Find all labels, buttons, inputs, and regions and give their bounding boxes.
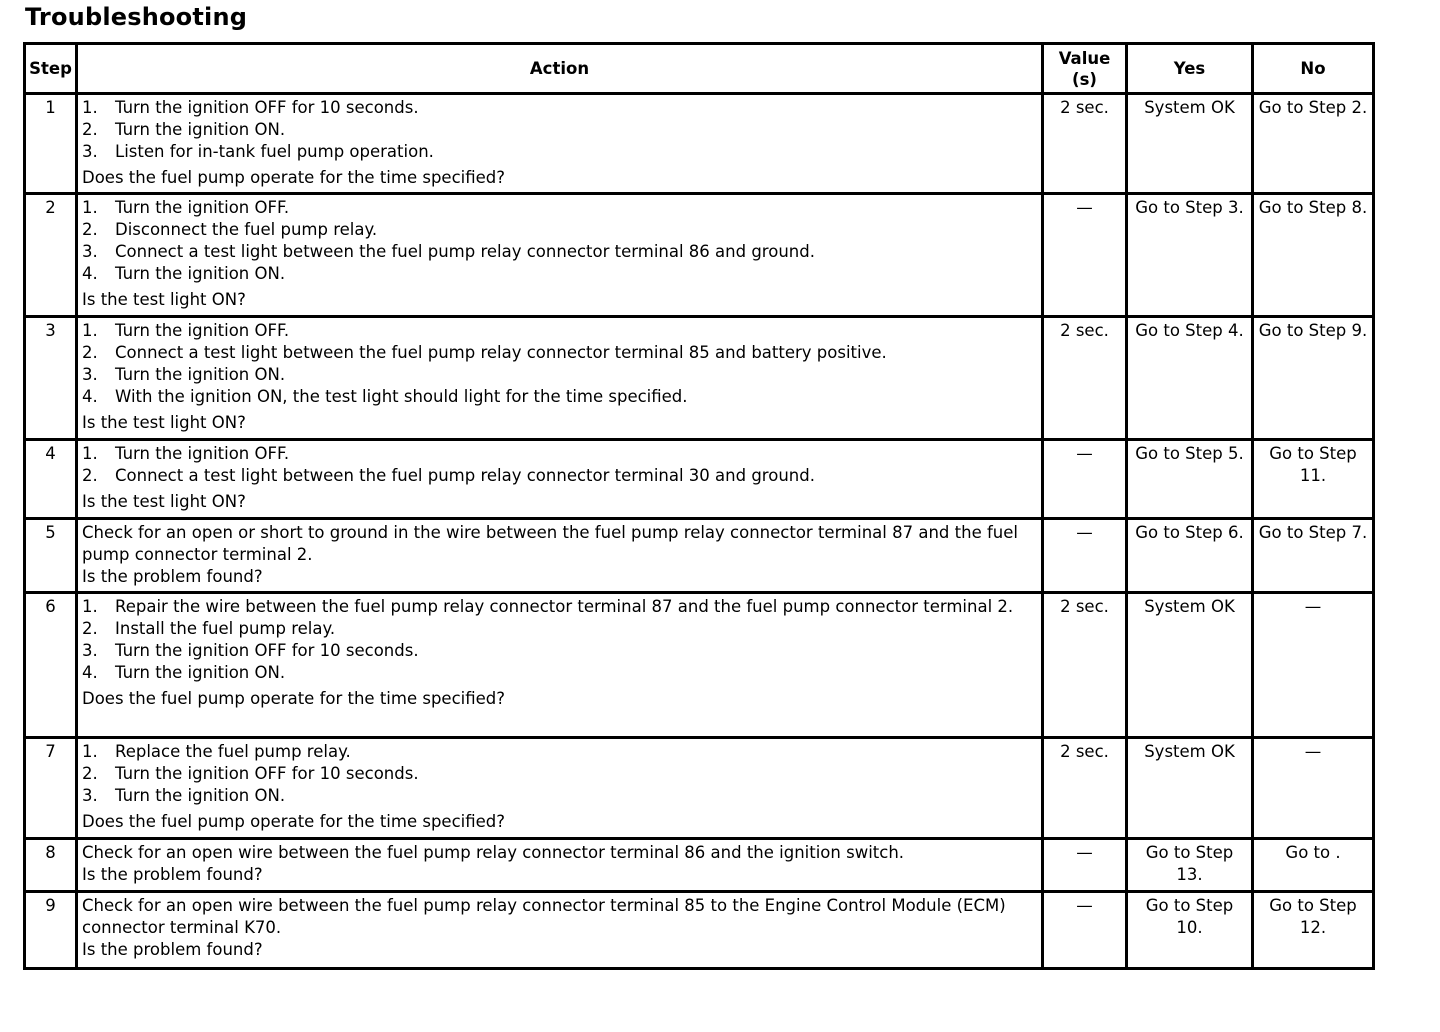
action-step-text: Turn the ignition ON.: [115, 264, 286, 283]
action-steps: [82, 596, 1037, 684]
action-step-number: 1.: [82, 98, 98, 117]
table-row: [25, 839, 1374, 892]
action-step: [82, 618, 1037, 640]
action-step: [82, 97, 1037, 119]
action-step: [82, 741, 1037, 763]
action-step-text: Listen for in-tank fuel pump operation.: [115, 142, 434, 161]
no-cell: Go to Step 2.: [1253, 94, 1374, 194]
action-question: Does the fuel pump operate for the time specified?: [82, 168, 505, 187]
step-number: 2: [25, 194, 77, 317]
action-steps: [82, 320, 1037, 408]
action-step-text: Repair the wire between the fuel pump relay connector terminal 87 and the fuel pump connector terminal 2.: [115, 597, 1014, 616]
action-step-number: 1.: [82, 321, 98, 340]
action-step: [82, 443, 1037, 465]
value-cell: 2 sec.: [1043, 738, 1127, 839]
action-step: [82, 364, 1037, 386]
step-number: 1: [25, 94, 77, 194]
action-steps: [82, 443, 1037, 487]
yes-cell: Go to Step 13.: [1127, 839, 1253, 892]
action-step-number: 2.: [82, 120, 98, 139]
action-step-text: Turn the ignition OFF.: [115, 198, 290, 217]
action-step: [82, 386, 1037, 408]
action-step-text: Turn the ignition OFF.: [115, 444, 290, 463]
no-cell: —: [1253, 593, 1374, 738]
action-step-text: With the ignition ON, the test light should light for the time specified.: [115, 387, 688, 406]
value-cell: —: [1043, 892, 1127, 969]
action-cell: [77, 194, 1043, 317]
no-cell: Go to Step 9.: [1253, 317, 1374, 440]
action-question: Is the test light ON?: [82, 290, 246, 309]
action-step-text: Turn the ignition OFF for 10 seconds.: [115, 98, 419, 117]
column-header-action: Action: [77, 44, 1043, 94]
no-cell: Go to .: [1253, 839, 1374, 892]
table-row: [25, 892, 1374, 969]
action-step-text: Replace the fuel pump relay.: [115, 742, 351, 761]
action-question: Does the fuel pump operate for the time specified?: [82, 689, 505, 708]
action-step-number: 3.: [82, 242, 98, 261]
step-number: 9: [25, 892, 77, 969]
action-steps: [82, 197, 1037, 285]
action-question: Is the problem found?: [82, 940, 263, 959]
action-step-text: Connect a test light between the fuel pump relay connector terminal 86 and ground.: [115, 242, 815, 261]
column-header-no: No: [1253, 44, 1374, 94]
action-step: [82, 640, 1037, 662]
table-row: [25, 440, 1374, 519]
action-cell: [77, 593, 1043, 738]
action-step: [82, 320, 1037, 342]
troubleshooting-table: [23, 42, 1375, 970]
column-header-value-line2: (s): [1072, 69, 1097, 89]
no-cell: Go to Step 12.: [1253, 892, 1374, 969]
step-number: 7: [25, 738, 77, 839]
yes-cell: Go to Step 3.: [1127, 194, 1253, 317]
action-step-number: 1.: [82, 597, 98, 616]
action-step-text: Connect a test light between the fuel pump relay connector terminal 85 and battery positive.: [115, 343, 887, 362]
yes-cell: System OK: [1127, 94, 1253, 194]
action-question: Is the test light ON?: [82, 492, 246, 511]
action-step: [82, 119, 1037, 141]
step-number: 3: [25, 317, 77, 440]
table-row: [25, 738, 1374, 839]
table-row: [25, 317, 1374, 440]
action-step-number: 4.: [82, 387, 98, 406]
action-step-number: 3.: [82, 641, 98, 660]
action-step-number: 3.: [82, 786, 98, 805]
action-text: Check for an open wire between the fuel pump relay connector terminal 86 and the ignition switch.: [82, 843, 905, 862]
value-cell: 2 sec.: [1043, 317, 1127, 440]
step-number: 8: [25, 839, 77, 892]
action-step: [82, 662, 1037, 684]
yes-cell: Go to Step 4.: [1127, 317, 1253, 440]
action-step: [82, 465, 1037, 487]
value-cell: 2 sec.: [1043, 593, 1127, 738]
step-number: 5: [25, 519, 77, 593]
action-text: Check for an open or short to ground in the wire between the fuel pump relay connector terminal 87 and the fuel pump connector terminal 2.: [82, 523, 1018, 564]
action-step-number: 3.: [82, 142, 98, 161]
action-step-text: Turn the ignition OFF for 10 seconds.: [115, 764, 419, 783]
no-cell: Go to Step 7.: [1253, 519, 1374, 593]
action-step-number: 3.: [82, 365, 98, 384]
column-header-value: [1043, 44, 1127, 94]
action-step-number: 2.: [82, 619, 98, 638]
action-step: [82, 141, 1037, 163]
action-step-text: Disconnect the fuel pump relay.: [115, 220, 378, 239]
yes-cell: Go to Step 5.: [1127, 440, 1253, 519]
action-step: [82, 596, 1037, 618]
action-question: Is the problem found?: [82, 865, 263, 884]
action-step-number: 2.: [82, 220, 98, 239]
action-question: Is the problem found?: [82, 567, 263, 586]
action-text: Check for an open wire between the fuel pump relay connector terminal 85 to the Engine Control Module (ECM) connector terminal K70.: [82, 896, 1006, 937]
action-step-text: Install the fuel pump relay.: [115, 619, 336, 638]
no-cell: Go to Step 8.: [1253, 194, 1374, 317]
no-cell: —: [1253, 738, 1374, 839]
table-row: [25, 94, 1374, 194]
action-step-number: 4.: [82, 264, 98, 283]
action-step: [82, 197, 1037, 219]
action-step: [82, 763, 1037, 785]
action-step: [82, 263, 1037, 285]
action-question: Is the test light ON?: [82, 413, 246, 432]
action-step-text: Turn the ignition OFF for 10 seconds.: [115, 641, 419, 660]
value-cell: —: [1043, 194, 1127, 317]
table-row: [25, 593, 1374, 738]
action-cell: [77, 440, 1043, 519]
header-row: [25, 44, 1374, 94]
action-step: [82, 219, 1037, 241]
action-step-number: 1.: [82, 198, 98, 217]
action-cell: [77, 738, 1043, 839]
yes-cell: System OK: [1127, 593, 1253, 738]
yes-cell: Go to Step 6.: [1127, 519, 1253, 593]
action-cell: [77, 317, 1043, 440]
action-step: [82, 241, 1037, 263]
action-question: Does the fuel pump operate for the time specified?: [82, 812, 505, 831]
action-cell: [77, 892, 1043, 969]
step-number: 4: [25, 440, 77, 519]
value-cell: 2 sec.: [1043, 94, 1127, 194]
table-row: [25, 519, 1374, 593]
column-header-yes: Yes: [1127, 44, 1253, 94]
table-row: [25, 194, 1374, 317]
page-title: Troubleshooting: [25, 3, 248, 31]
action-cell: [77, 519, 1043, 593]
value-cell: —: [1043, 519, 1127, 593]
column-header-step: Step: [25, 44, 77, 94]
yes-cell: Go to Step 10.: [1127, 892, 1253, 969]
action-step-text: Turn the ignition ON.: [115, 786, 286, 805]
action-cell: [77, 94, 1043, 194]
action-step-text: Turn the ignition ON.: [115, 120, 286, 139]
action-step-number: 2.: [82, 466, 98, 485]
action-step-number: 2.: [82, 343, 98, 362]
action-cell: [77, 839, 1043, 892]
action-step-text: Turn the ignition OFF.: [115, 321, 290, 340]
action-step-text: Connect a test light between the fuel pump relay connector terminal 30 and ground.: [115, 466, 815, 485]
action-step-number: 1.: [82, 444, 98, 463]
value-cell: —: [1043, 839, 1127, 892]
action-step: [82, 342, 1037, 364]
no-cell: Go to Step 11.: [1253, 440, 1374, 519]
action-steps: [82, 97, 1037, 163]
action-step-text: Turn the ignition ON.: [115, 663, 286, 682]
column-header-value-line1: Value: [1058, 48, 1111, 68]
step-number: 6: [25, 593, 77, 738]
action-step-text: Turn the ignition ON.: [115, 365, 286, 384]
action-step-number: 4.: [82, 663, 98, 682]
action-steps: [82, 741, 1037, 807]
action-step-number: 1.: [82, 742, 98, 761]
value-cell: —: [1043, 440, 1127, 519]
table-body: [25, 94, 1374, 969]
action-step: [82, 785, 1037, 807]
action-step-number: 2.: [82, 764, 98, 783]
yes-cell: System OK: [1127, 738, 1253, 839]
